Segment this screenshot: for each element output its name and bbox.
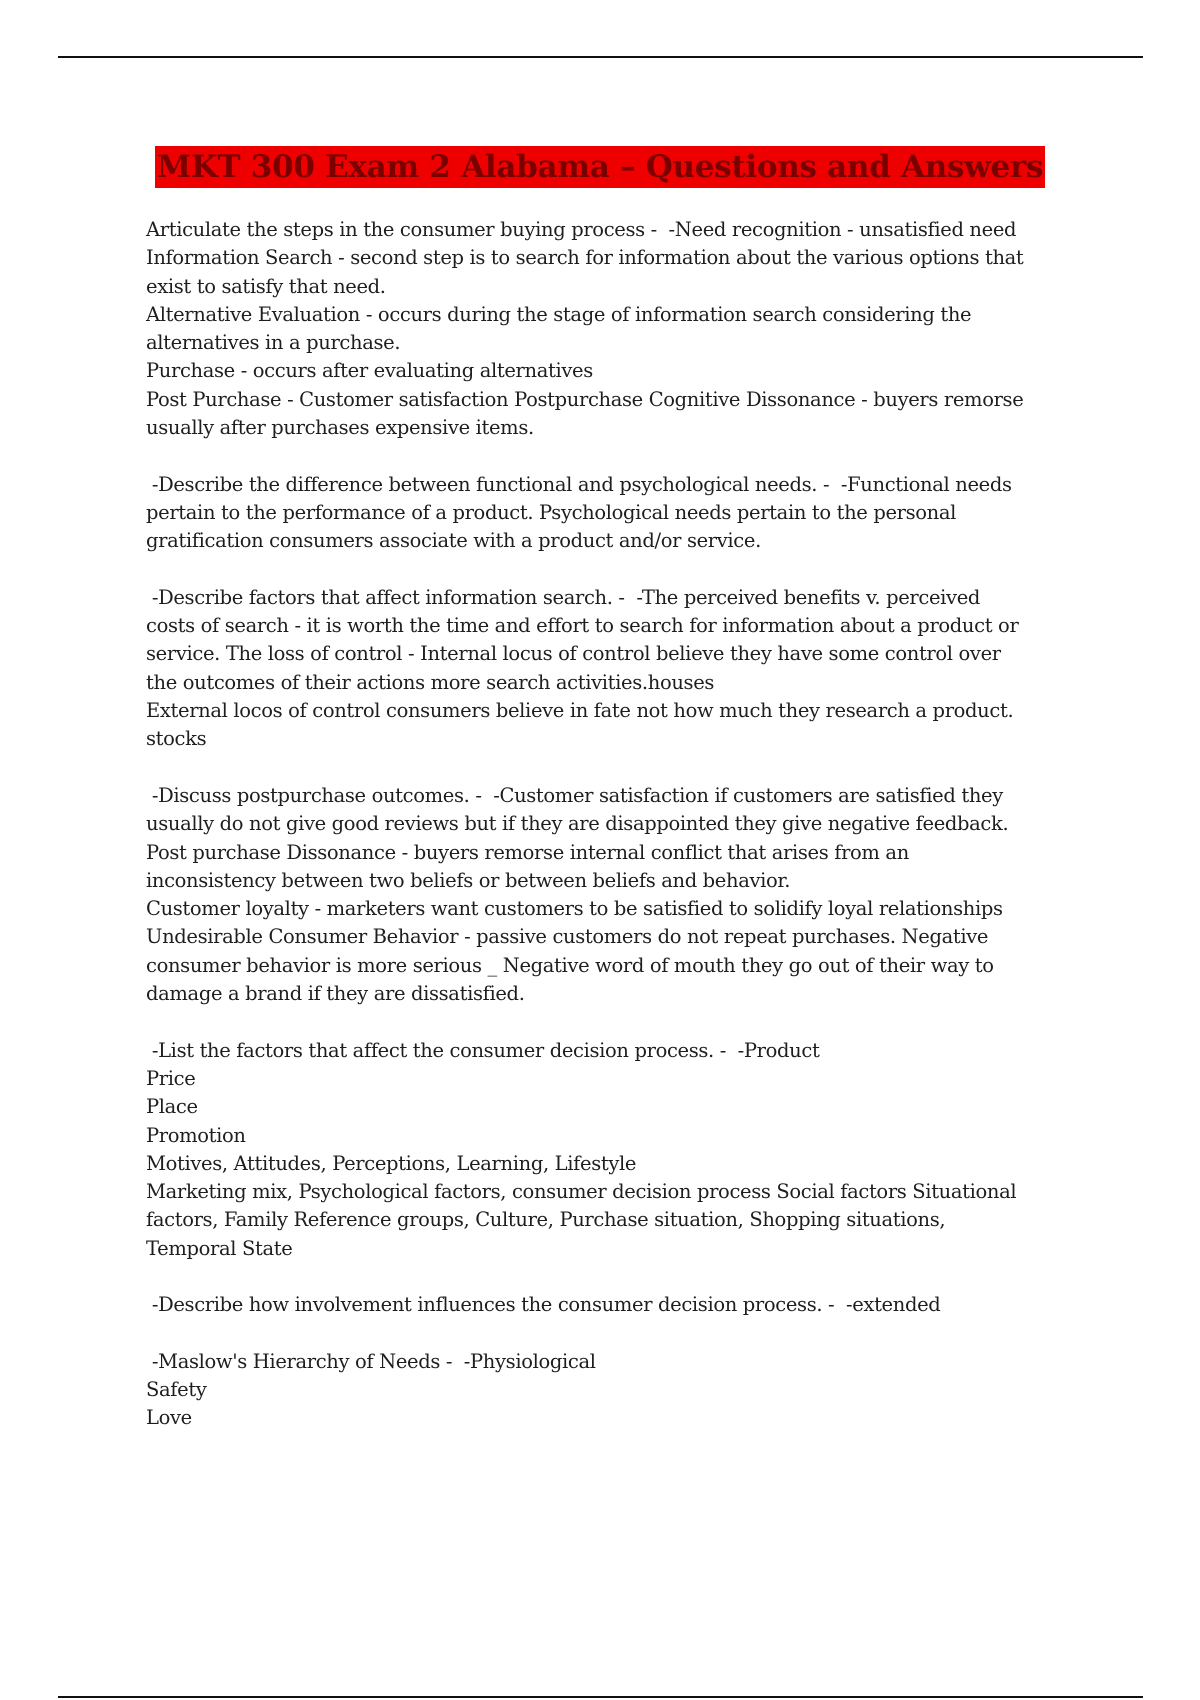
text-line: damage a brand if they are dissatisfied. — [146, 982, 525, 1006]
qa-block — [146, 216, 1096, 442]
document-body — [146, 216, 1096, 1461]
text-line: inconsistency between two beliefs or between beliefs and behavior. — [146, 868, 791, 892]
text-line: Alternative Evaluation - occurs during the stage of information search considering the — [146, 302, 972, 326]
text-line: Motives, Attitudes, Perceptions, Learning, Lifestyle — [146, 1151, 637, 1175]
text-line: Undesirable Consumer Behavior - passive customers do not repeat purchases. Negative — [146, 925, 989, 949]
text-line: factors, Family Reference groups, Culture, Purchase situation, Shopping situations, — [146, 1208, 946, 1232]
text-line: gratification consumers associate with a product and/or service. — [146, 529, 761, 553]
qa-block — [146, 584, 1096, 754]
text-line: Marketing mix, Psychological factors, consumer decision process Social factors Situational — [146, 1180, 1017, 1204]
text-line: -Describe factors that affect information search. - -The perceived benefits v. perceived — [146, 585, 981, 609]
text-line: usually do not give good reviews but if they are disappointed they give negative feedback. — [146, 812, 1009, 836]
text-line: Post Purchase - Customer satisfaction Postpurchase Cognitive Dissonance - buyers remorse — [146, 387, 1024, 411]
text-line: -List the factors that affect the consumer decision process. - -Product — [146, 1038, 820, 1062]
top-rule — [58, 56, 1143, 58]
text-line: -Discuss postpurchase outcomes. - -Customer satisfaction if customers are satisfied they — [146, 783, 1003, 807]
text-line: Articulate the steps in the consumer buying process - -Need recognition - unsatisfied need — [146, 218, 1017, 241]
qa-block — [146, 782, 1096, 1008]
text-line: service. The loss of control - Internal locus of control believe they have some control over — [146, 642, 1001, 666]
text-line: External locos of control consumers believe in fate not how much they research a product. — [146, 699, 1014, 723]
text-line: usually after purchases expensive items. — [146, 416, 534, 440]
text-line: consumer behavior is more serious _ Negative word of mouth they go out of their way to — [146, 953, 994, 977]
document-title: MKT 300 Exam 2 Alabama – Questions and Answers — [155, 146, 1045, 188]
text-line: Purchase - occurs after evaluating alternatives — [146, 359, 593, 383]
text-line: -Describe the difference between functional and psychological needs. - -Functional needs — [146, 472, 1012, 496]
qa-block — [146, 1291, 1096, 1319]
text-line: exist to satisfy that need. — [146, 274, 386, 298]
title-wrap — [0, 146, 1200, 188]
text-line: pertain to the performance of a product. Psychological needs pertain to the personal — [146, 500, 957, 524]
text-line: -Describe how involvement influences the consumer decision process. - -extended — [146, 1293, 941, 1317]
text-line: Customer loyalty - marketers want customers to be satisfied to solidify loyal relationships — [146, 897, 1003, 921]
text-line: stocks — [146, 727, 207, 751]
qa-block — [146, 1348, 1096, 1433]
text-line: Information Search - second step is to search for information about the various options that — [146, 246, 1024, 270]
text-line: the outcomes of their actions more search activities.houses — [146, 670, 715, 694]
bottom-rule — [58, 1696, 1143, 1698]
text-line: Post purchase Dissonance - buyers remorse internal conflict that arises from an — [146, 840, 909, 864]
text-line: Temporal State — [146, 1236, 293, 1260]
text-line: -Maslow's Hierarchy of Needs - -Physiological — [146, 1349, 596, 1373]
text-line: Love — [146, 1406, 192, 1430]
qa-block — [146, 1037, 1096, 1263]
qa-block — [146, 471, 1096, 556]
text-line: alternatives in a purchase. — [146, 331, 401, 355]
text-line: Price — [146, 1066, 196, 1090]
text-line: Promotion — [146, 1123, 246, 1147]
text-line: Safety — [146, 1378, 207, 1402]
text-line: Place — [146, 1095, 198, 1119]
text-line: costs of search - it is worth the time and effort to search for information about a product or — [146, 614, 1019, 638]
